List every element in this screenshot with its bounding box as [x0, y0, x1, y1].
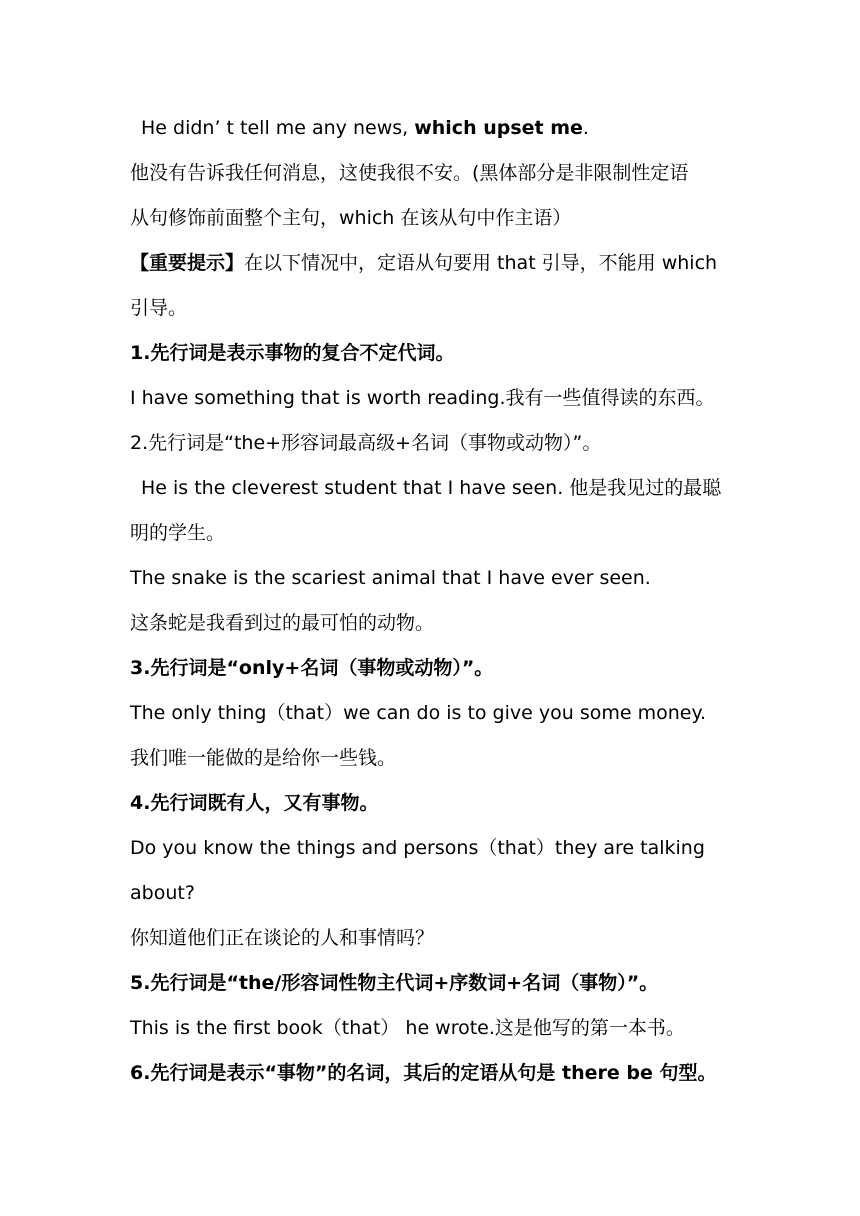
rule-4-example-english-line-1: Do you know the things and persons（that）they are talking: [130, 837, 705, 859]
rule-2-example-2-english: The snake is the scariest animal that I have ever seen.: [130, 567, 651, 589]
example-sentence-1-english: [141, 116, 736, 140]
rule-3-heading: 3.先行词是“only+名词（事物或动物）”。: [130, 657, 494, 679]
tip-text: 在以下情况中，定语从句要用 that 引导，不能用 which: [244, 252, 718, 274]
rule-4-heading: 4.先行词既有人，又有事物。: [130, 792, 379, 814]
example-sentence-1-chinese-line-2: 从句修饰前面整个主句，which 在该从句中作主语）: [130, 207, 572, 229]
example-sentence-1-chinese-line-1: 他没有告诉我任何消息，这使我很不安。(黑体部分是非限制性定语: [130, 162, 689, 184]
rule-4-example-chinese: 你知道他们正在谈论的人和事情吗？: [130, 927, 435, 949]
tip-label: 【重要提示】: [130, 252, 245, 274]
rule-3-example-english: The only thing（that）we can do is to give you some money.: [130, 702, 707, 724]
rule-3-example-chinese: 我们唯一能做的是给你一些钱。: [130, 747, 397, 769]
example-period: .: [582, 117, 589, 139]
rule-2-example-1-line-1: He is the cleverest student that I have seen. 他是我见过的最聪: [141, 477, 722, 499]
rule-6-heading: 6.先行词是表示“事物”的名词，其后的定语从句是 there be 句型。: [130, 1062, 717, 1084]
rule-2-example-2-chinese: 这条蛇是我看到过的最可怕的动物。: [130, 612, 435, 634]
bold-clause: which upset me: [414, 117, 583, 139]
rule-2-example-1-line-2: 明的学生。: [130, 522, 226, 544]
rule-2-heading: 2.先行词是“the+形容词最高级+名词（事物或动物）”。: [130, 432, 602, 454]
rule-4-example-english-line-2: about?: [130, 882, 195, 904]
rule-1-heading: 1.先行词是表示事物的复合不定代词。: [130, 342, 455, 364]
rule-5-heading: 5.先行词是“the/形容词性物主代词+序数词+名词（事物）”。: [130, 972, 659, 994]
important-tip-line-2: 引导。: [130, 297, 188, 319]
rule-1-example: I have something that is worth reading.我有一些值得读的东西。: [130, 387, 715, 409]
rule-5-example: This is the first book（that） he wrote.这是他写的第一本书。: [130, 1017, 685, 1039]
example-text: He didn’ t tell me any news,: [141, 117, 415, 139]
important-tip-line-1: [130, 251, 736, 275]
